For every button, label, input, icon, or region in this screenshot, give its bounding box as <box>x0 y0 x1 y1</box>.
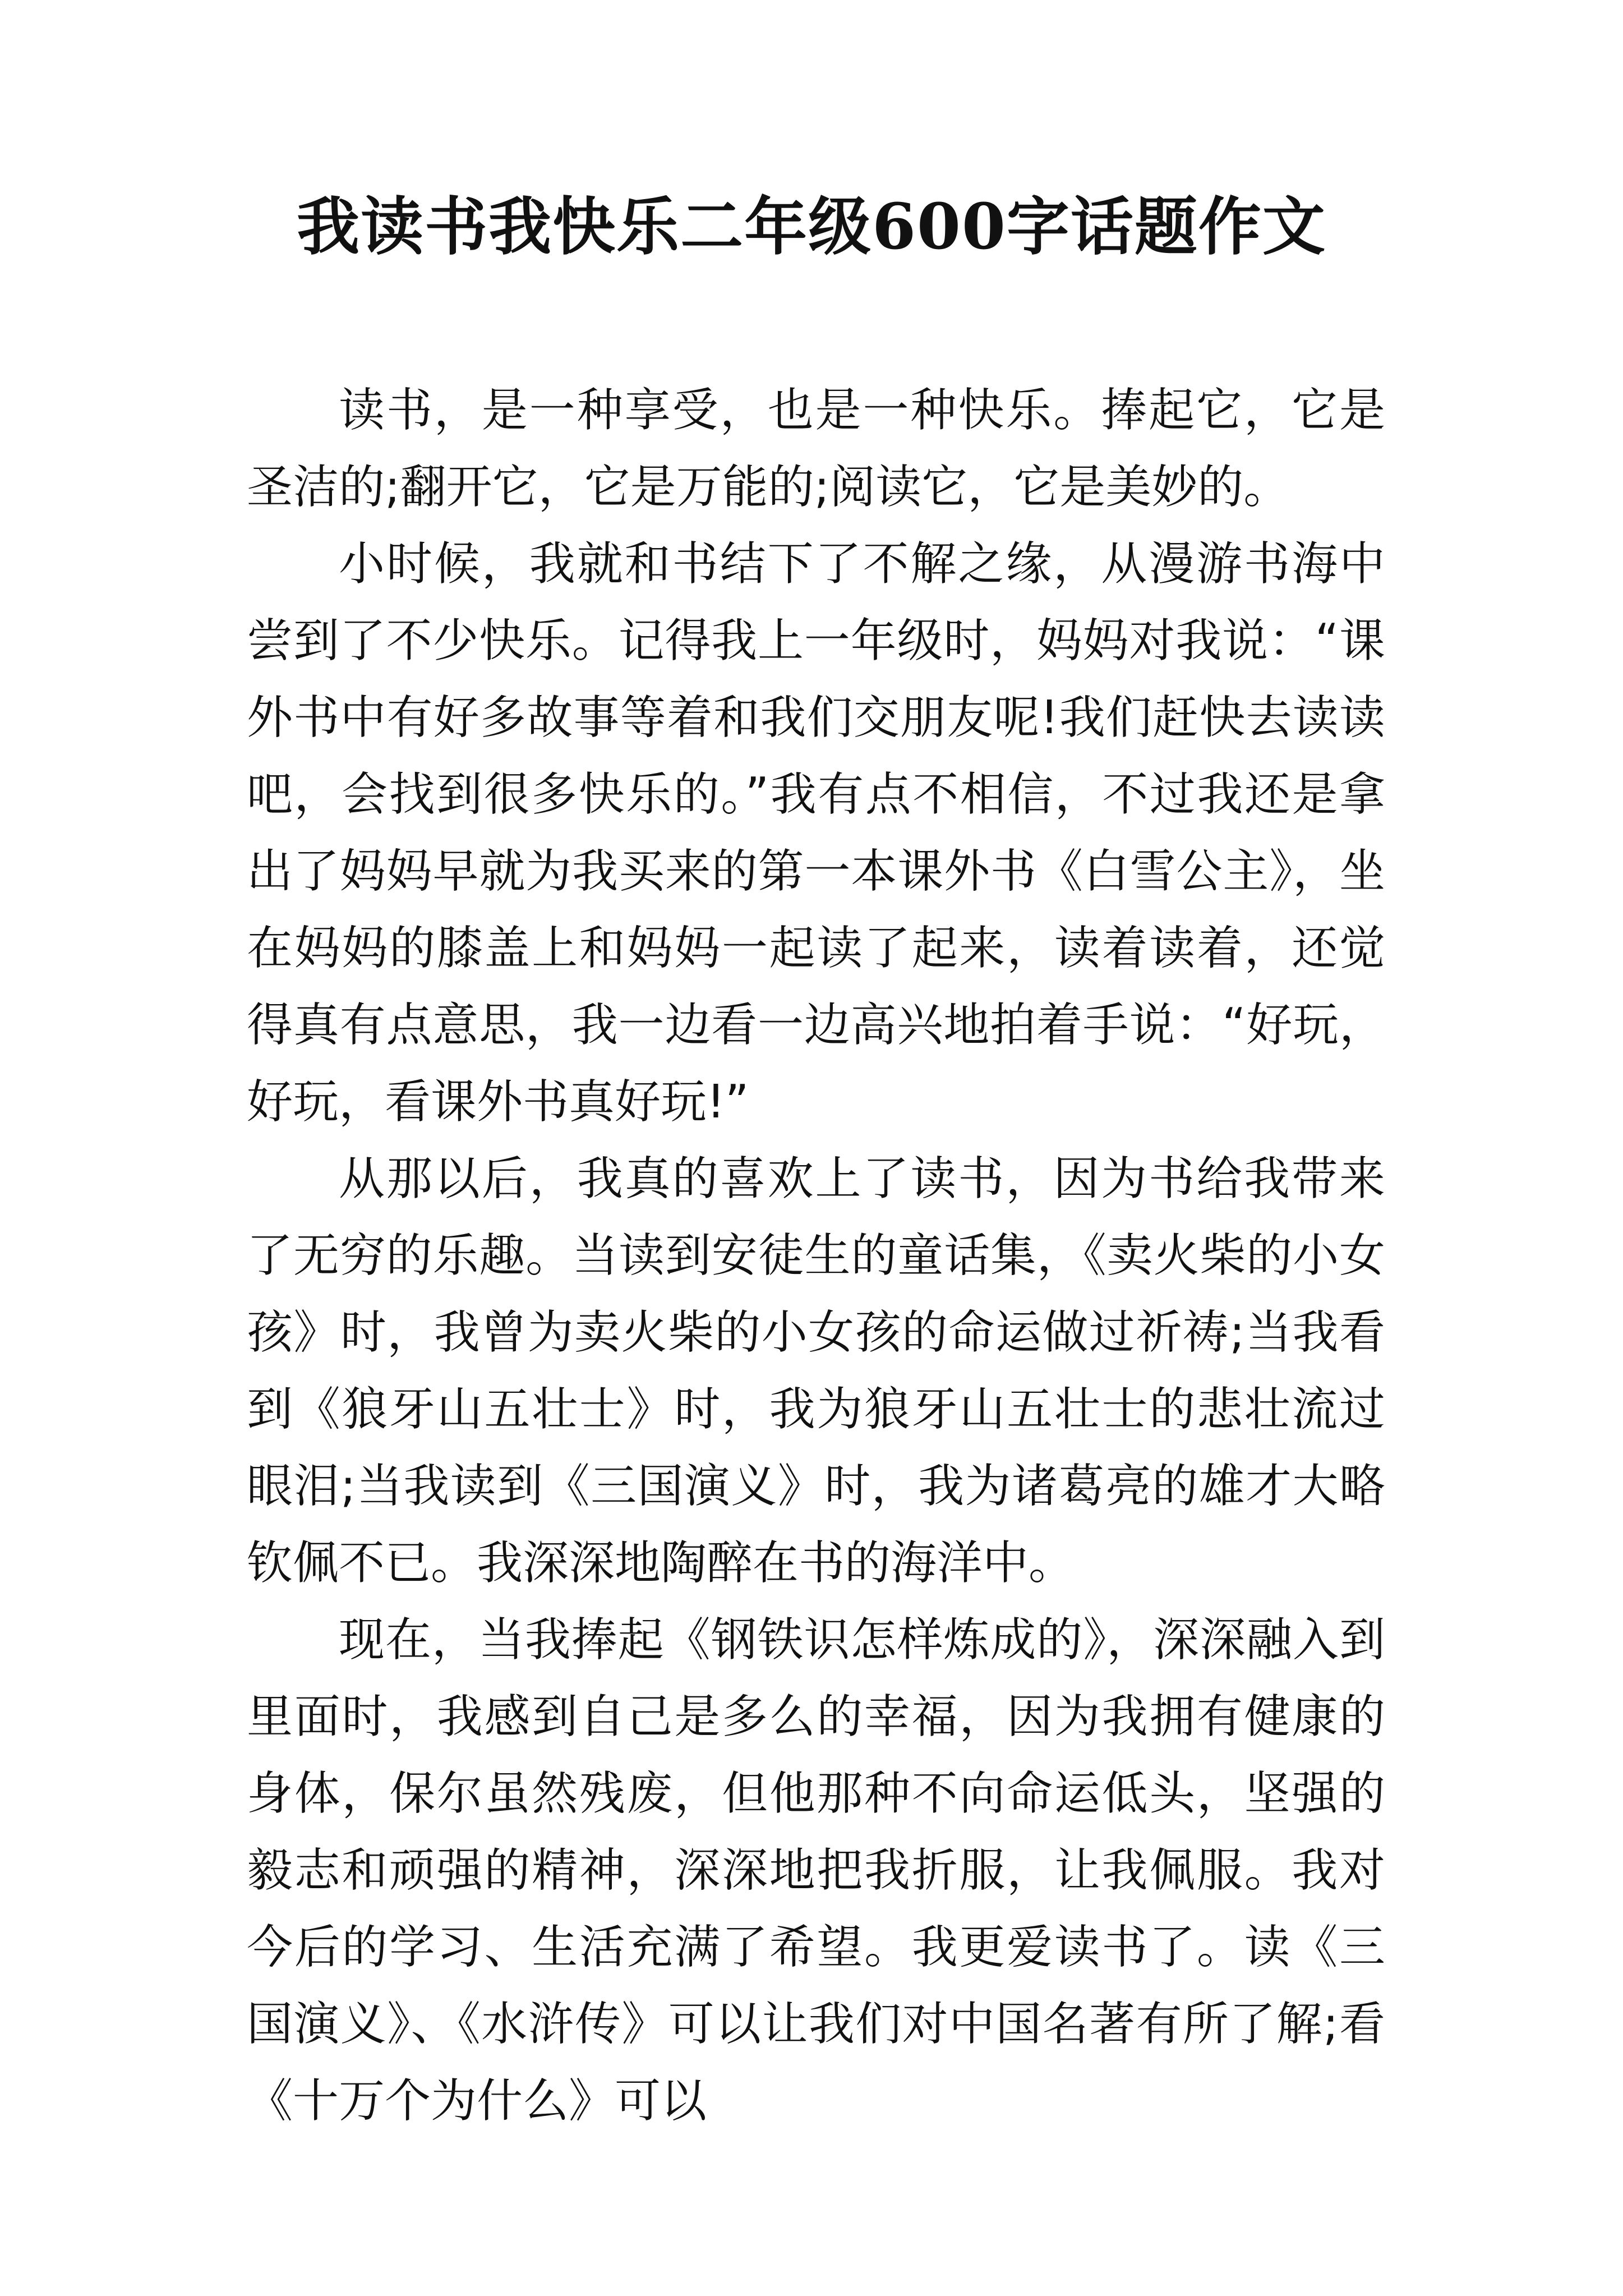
document-body <box>247 372 1385 2139</box>
document-title: 我读书我快乐二年级600字话题作文 <box>297 190 1326 264</box>
paragraph: 小时候，我就和书结下了不解之缘，从漫游书海中尝到了不少快乐。记得我上一年级时，妈妈对我说：“课外书中有好多故事等着和我们交朋友呢!我们赶快去读读吧，会找到很多快乐的。”我有点不相信，不过我还是拿出了妈妈早就为我买来的第一本课外书《白雪公主》，坐在妈妈的膝盖上和妈妈一起读了起来，读着读着，还觉得真有点意思，我一边看一边高兴地拍着手说：“好玩，好玩，看课外书真好玩!” <box>247 537 1385 1129</box>
paragraph: 从那以后，我真的喜欢上了读书，因为书给我带来了无穷的乐趣。当读到安徒生的童话集，《卖火柴的小女孩》时，我曾为卖火柴的小女孩的命运做过祈祷;当我看到《狼牙山五壮士》时，我为狼牙山五壮士的悲壮流过眼泪;当我读到《三国演义》时，我为诸葛亮的雄才大略钦佩不已。我深深地陶醉在书的海洋中。 <box>247 1152 1385 1590</box>
paragraph: 现在，当我捧起《钢铁识怎样炼成的》，深深融入到里面时，我感到自己是多么的幸福，因为我拥有健康的身体，保尔虽然残废，但他那种不向命运低头，坚强的毅志和顽强的精神，深深地把我折服，让我佩服。我对今后的学习、生活充满了希望。我更爱读书了。读《三国演义》、《水浒传》可以让我们对中国名著有所了解;看《十万个为什么》可以 <box>247 1613 1385 2128</box>
paragraph: 读书，是一种享受，也是一种快乐。捧起它，它是圣洁的;翻开它，它是万能的;阅读它，它是美妙的。 <box>247 384 1385 514</box>
